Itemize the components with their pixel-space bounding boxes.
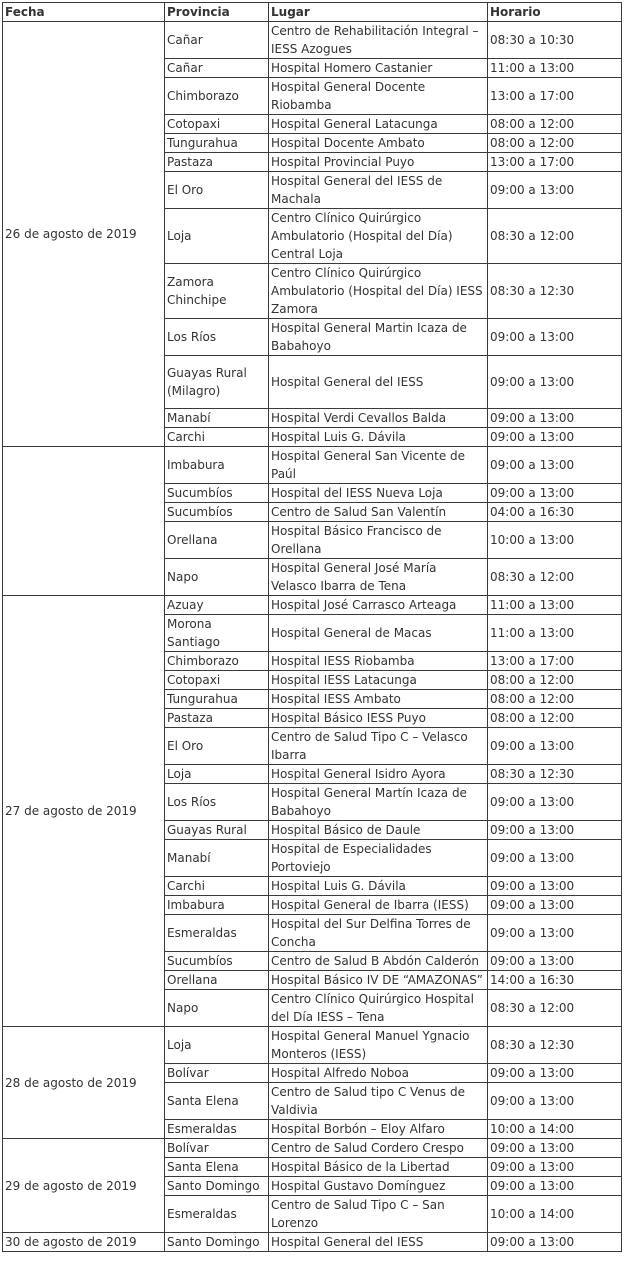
horario-cell: 09:00 a 13:00 [488, 172, 622, 209]
header-lugar: Lugar [269, 3, 488, 22]
provincia-cell: Esmeraldas [165, 1120, 269, 1139]
provincia-cell: Morona Santiago [165, 615, 269, 652]
lugar-cell: Hospital Borbón – Eloy Alfaro [269, 1120, 488, 1139]
provincia-cell: Chimborazo [165, 78, 269, 115]
horario-cell: 09:00 a 13:00 [488, 1083, 622, 1120]
date-cell: 26 de agosto de 2019 [3, 22, 165, 447]
horario-cell: 08:30 a 12:30 [488, 264, 622, 319]
table-row [3, 1027, 622, 1064]
lugar-cell: Hospital Homero Castanier [269, 59, 488, 78]
provincia-cell: Santo Domingo [165, 1233, 269, 1252]
horario-cell: 08:30 a 12:00 [488, 990, 622, 1027]
horario-cell: 09:00 a 13:00 [488, 356, 622, 409]
horario-cell: 09:00 a 13:00 [488, 1064, 622, 1083]
provincia-cell: Santa Elena [165, 1158, 269, 1177]
provincia-cell: Napo [165, 990, 269, 1027]
header-fecha: Fecha [3, 3, 165, 22]
provincia-cell: Los Ríos [165, 319, 269, 356]
horario-cell: 09:00 a 13:00 [488, 915, 622, 952]
lugar-cell: Centro Clínico Quirúrgico Ambulatorio (Hospital del Día) IESS Zamora [269, 264, 488, 319]
lugar-cell: Hospital del IESS Nueva Loja [269, 484, 488, 503]
provincia-cell: Bolívar [165, 1139, 269, 1158]
provincia-cell: Esmeraldas [165, 1196, 269, 1233]
horario-cell: 09:00 a 13:00 [488, 409, 622, 428]
horario-cell: 09:00 a 13:00 [488, 1177, 622, 1196]
horario-cell: 09:00 a 13:00 [488, 319, 622, 356]
lugar-cell: Hospital Básico de Daule [269, 821, 488, 840]
horario-cell: 04:00 a 16:30 [488, 503, 622, 522]
provincia-cell: Los Ríos [165, 784, 269, 821]
horario-cell: 08:00 a 12:00 [488, 134, 622, 153]
lugar-cell: Centro de Rehabilitación Integral – IESS Azogues [269, 22, 488, 59]
provincia-cell: El Oro [165, 172, 269, 209]
provincia-cell: Chimborazo [165, 652, 269, 671]
header-row [3, 3, 622, 22]
lugar-cell: Hospital Luis G. Dávila [269, 877, 488, 896]
lugar-cell: Hospital Provincial Puyo [269, 153, 488, 172]
provincia-cell: Imbabura [165, 447, 269, 484]
horario-cell: 09:00 a 13:00 [488, 840, 622, 877]
provincia-cell: Manabí [165, 409, 269, 428]
provincia-cell: Bolívar [165, 1064, 269, 1083]
provincia-cell: Tungurahua [165, 690, 269, 709]
table-row [3, 596, 622, 615]
provincia-cell: Pastaza [165, 709, 269, 728]
horario-cell: 13:00 a 17:00 [488, 153, 622, 172]
provincia-cell: Pastaza [165, 153, 269, 172]
provincia-cell: Sucumbíos [165, 503, 269, 522]
lugar-cell: Centro Clínico Quirúrgico Hospital del Día IESS – Tena [269, 990, 488, 1027]
horario-cell: 14:00 a 16:30 [488, 971, 622, 990]
horario-cell: 09:00 a 13:00 [488, 728, 622, 765]
lugar-cell: Hospital Docente Ambato [269, 134, 488, 153]
provincia-cell: Sucumbíos [165, 484, 269, 503]
horario-cell: 08:00 a 12:00 [488, 709, 622, 728]
provincia-cell: Guayas Rural [165, 821, 269, 840]
date-cell: 27 de agosto de 2019 [3, 596, 165, 1027]
horario-cell: 09:00 a 13:00 [488, 447, 622, 484]
lugar-cell: Hospital IESS Ambato [269, 690, 488, 709]
lugar-cell: Hospital Gustavo Domínguez [269, 1177, 488, 1196]
provincia-cell: Cañar [165, 59, 269, 78]
date-cell: 28 de agosto de 2019 [3, 1027, 165, 1139]
horario-cell: 09:00 a 13:00 [488, 877, 622, 896]
provincia-cell: Cañar [165, 22, 269, 59]
provincia-cell: Azuay [165, 596, 269, 615]
schedule-table [2, 2, 622, 1252]
lugar-cell: Hospital IESS Riobamba [269, 652, 488, 671]
provincia-cell: Esmeraldas [165, 915, 269, 952]
provincia-cell: Carchi [165, 428, 269, 447]
lugar-cell: Hospital General Isidro Ayora [269, 765, 488, 784]
provincia-cell: Guayas Rural (Milagro) [165, 356, 269, 409]
provincia-cell: Santa Elena [165, 1083, 269, 1120]
provincia-cell: Cotopaxi [165, 671, 269, 690]
horario-cell: 09:00 a 13:00 [488, 952, 622, 971]
provincia-cell: Tungurahua [165, 134, 269, 153]
horario-cell: 09:00 a 13:00 [488, 1139, 622, 1158]
lugar-cell: Centro de Salud San Valentín [269, 503, 488, 522]
provincia-cell: Orellana [165, 971, 269, 990]
horario-cell: 09:00 a 13:00 [488, 896, 622, 915]
header-provincia: Provincia [165, 3, 269, 22]
horario-cell: 08:30 a 12:00 [488, 559, 622, 596]
provincia-cell: Loja [165, 1027, 269, 1064]
horario-cell: 08:30 a 10:30 [488, 22, 622, 59]
lugar-cell: Hospital José Carrasco Arteaga [269, 596, 488, 615]
lugar-cell: Centro de Salud B Abdón Calderón [269, 952, 488, 971]
horario-cell: 09:00 a 13:00 [488, 484, 622, 503]
horario-cell: 08:00 a 12:00 [488, 690, 622, 709]
header-horario: Horario [488, 3, 622, 22]
lugar-cell: Hospital General del IESS [269, 1233, 488, 1252]
horario-cell: 08:00 a 12:00 [488, 671, 622, 690]
lugar-cell: Hospital Básico de la Libertad [269, 1158, 488, 1177]
date-cell [3, 447, 165, 596]
lugar-cell: Hospital Básico IV DE “AMAZONAS” [269, 971, 488, 990]
lugar-cell: Centro de Salud Tipo C – San Lorenzo [269, 1196, 488, 1233]
provincia-cell: Zamora Chinchipe [165, 264, 269, 319]
horario-cell: 11:00 a 13:00 [488, 596, 622, 615]
horario-cell: 08:30 a 12:00 [488, 209, 622, 264]
lugar-cell: Hospital General Manuel Ygnacio Monteros (IESS) [269, 1027, 488, 1064]
lugar-cell: Hospital General Docente Riobamba [269, 78, 488, 115]
table-row [3, 1233, 622, 1252]
lugar-cell: Hospital de Especialidades Portoviejo [269, 840, 488, 877]
provincia-cell: Orellana [165, 522, 269, 559]
lugar-cell: Hospital Básico IESS Puyo [269, 709, 488, 728]
horario-cell: 09:00 a 13:00 [488, 1158, 622, 1177]
horario-cell: 10:00 a 14:00 [488, 1196, 622, 1233]
date-cell: 29 de agosto de 2019 [3, 1139, 165, 1233]
horario-cell: 10:00 a 13:00 [488, 522, 622, 559]
provincia-cell: Loja [165, 765, 269, 784]
lugar-cell: Hospital General Martín Icaza de Babahoyo [269, 784, 488, 821]
horario-cell: 13:00 a 17:00 [488, 652, 622, 671]
provincia-cell: Carchi [165, 877, 269, 896]
lugar-cell: Hospital del Sur Delfina Torres de Concha [269, 915, 488, 952]
schedule-body [3, 22, 622, 1252]
lugar-cell: Hospital General San Vicente de Paúl [269, 447, 488, 484]
horario-cell: 09:00 a 13:00 [488, 1233, 622, 1252]
provincia-cell: Cotopaxi [165, 115, 269, 134]
lugar-cell: Hospital General del IESS de Machala [269, 172, 488, 209]
horario-cell: 10:00 a 14:00 [488, 1120, 622, 1139]
horario-cell: 09:00 a 13:00 [488, 821, 622, 840]
provincia-cell: Napo [165, 559, 269, 596]
lugar-cell: Hospital IESS Latacunga [269, 671, 488, 690]
lugar-cell: Hospital General Latacunga [269, 115, 488, 134]
provincia-cell: Manabí [165, 840, 269, 877]
table-row [3, 447, 622, 484]
horario-cell: 11:00 a 13:00 [488, 615, 622, 652]
lugar-cell: Hospital General Martin Icaza de Babahoyo [269, 319, 488, 356]
horario-cell: 08:30 a 12:30 [488, 765, 622, 784]
provincia-cell: Sucumbíos [165, 952, 269, 971]
horario-cell: 08:00 a 12:00 [488, 115, 622, 134]
lugar-cell: Hospital Luis G. Dávila [269, 428, 488, 447]
horario-cell: 09:00 a 13:00 [488, 784, 622, 821]
horario-cell: 08:30 a 12:30 [488, 1027, 622, 1064]
lugar-cell: Hospital General José María Velasco Ibarra de Tena [269, 559, 488, 596]
horario-cell: 09:00 a 13:00 [488, 428, 622, 447]
lugar-cell: Hospital Verdi Cevallos Balda [269, 409, 488, 428]
provincia-cell: El Oro [165, 728, 269, 765]
lugar-cell: Centro de Salud Tipo C – Velasco Ibarra [269, 728, 488, 765]
horario-cell: 11:00 a 13:00 [488, 59, 622, 78]
provincia-cell: Loja [165, 209, 269, 264]
table-row [3, 1139, 622, 1158]
lugar-cell: Centro Clínico Quirúrgico Ambulatorio (Hospital del Día) Central Loja [269, 209, 488, 264]
provincia-cell: Santo Domingo [165, 1177, 269, 1196]
lugar-cell: Hospital Básico Francisco de Orellana [269, 522, 488, 559]
lugar-cell: Hospital General de Ibarra (IESS) [269, 896, 488, 915]
lugar-cell: Hospital Alfredo Noboa [269, 1064, 488, 1083]
date-cell: 30 de agosto de 2019 [3, 1233, 165, 1252]
provincia-cell: Imbabura [165, 896, 269, 915]
lugar-cell: Hospital General de Macas [269, 615, 488, 652]
horario-cell: 13:00 a 17:00 [488, 78, 622, 115]
lugar-cell: Centro de Salud Cordero Crespo [269, 1139, 488, 1158]
lugar-cell: Centro de Salud tipo C Venus de Valdivia [269, 1083, 488, 1120]
table-row [3, 22, 622, 59]
lugar-cell: Hospital General del IESS [269, 356, 488, 409]
